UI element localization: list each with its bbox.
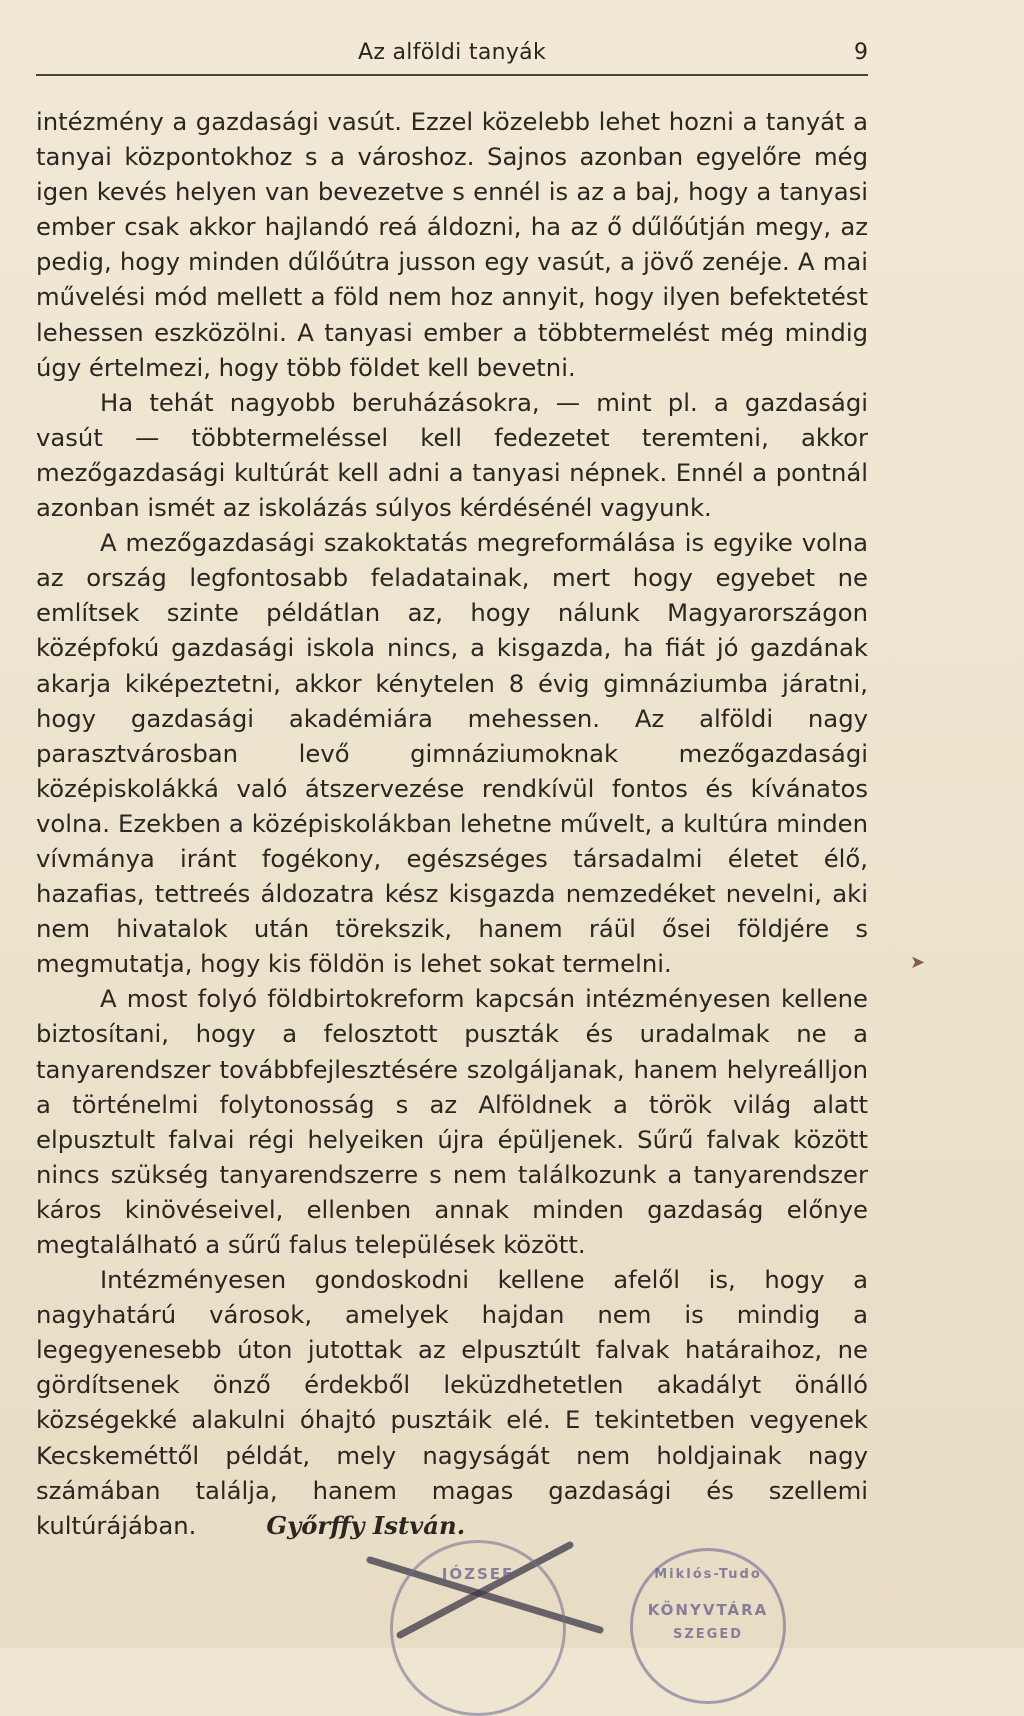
page-number: 9: [854, 40, 868, 65]
stamp-text: Miklós-Tudo: [654, 1567, 762, 1582]
margin-mark: ➤: [910, 952, 926, 973]
library-stamp-left: [390, 1540, 566, 1716]
stamp-text: JÓZSEF: [441, 1565, 515, 1583]
stamp-text: SZEGED: [672, 1627, 743, 1642]
paragraph: A mezőgazdasági szakoktatás megreformálása is egyike volna az ország legfontosabb feladatainak, mert hogy egyebet ne említsek szinte példátlan az, hogy nálunk Magyarországon középfokú gazdasági iskola nincs, a kisgazda, ha fiát jó gazdának akarja kiképeztetni, akkor kénytelen 8 évig gimnáziumba járatni, hogy gazdasági akadémiára mehessen. Az alföldi nagy parasztvárosban levő gimnáziumoknak mezőgazdasági középiskolákká való átszervezése rendkívül fontos és kívánatos volna. Ezekben a középiskolákban lehetne művelt, a kultúra minden vívmánya iránt fogékony, egészséges társadalmi életet élő, hazafias, tettreés áldozatra kész kisgazda nemzedéket nevelni, aki nem hivatalok után törekszik, hanem ráül ősei földjére s megmutatja, hogy kis földön is lehet sokat termelni.: [36, 528, 868, 979]
running-header: [36, 40, 868, 76]
library-stamp-right: [630, 1548, 786, 1704]
paragraph: Ha tehát nagyobb beruházásokra, — mint pl. a gazdasági vasút — többtermeléssel kell fedezetet teremteni, akkor mezőgazdasági kultúrát kell adni a tanyasi népnek. Ennél a pontnál azonban ismét az iskolázás súlyos kérdésénél vagyunk.: [36, 387, 868, 523]
paragraph-text: Intézményesen gondoskodni kellene afelől is, hogy a nagyhatárú városok, amelyek hajdan nem is mindig a legegyenesebb úton jutottak az elpusztúlt falvak határaihoz, ne gördítsenek önző érdekből leküzdhetetlen akadályt önálló községekké alakulni óhajtó pusztáik elé. E tekintetben vegyenek Kecskeméttől példát, mely nagyságát nem holdjainak nagy számában találja, hanem magas gazdasági és szellemi kultúrájában.: [36, 1265, 868, 1540]
paragraph: intézmény a gazdasági vasút. Ezzel közelebb lehet hozni a tanyát a tanyai központokhoz s a városhoz. Sajnos azonban egyelőre még igen kevés helyen van bevezetve s ennél is az a baj, hogy a tanyasi ember csak akkor hajlandó reá áldozni, ha az ő dűlőútján megy, az pedig, hogy minden dűlőútra jusson egy vasút, a jövő zenéje. A mai művelési mód mellett a föld nem hoz annyit, hogy ilyen befektetést lehessen eszközölni. A tanyasi ember a többtermelést még mindig úgy értelmezi, hogy több földet kell bevetni.: [36, 107, 868, 382]
body-text: [36, 104, 868, 1543]
stamp-text: KÖNYVTÁRA: [647, 1601, 769, 1619]
paragraph: A most folyó földbirtokreform kapcsán intézményesen kellene biztosítani, hogy a felosztott puszták és uradalmak ne a tanyarendszer továbbfejlesztésére szolgáljanak, hanem helyreálljon a történelmi folytonosság s az Alföldnek a török világ alatt elpusztult falvai régi helyeiken újra épüljenek. Sűrű falvak között nincs szükség tanyarendszerre s nem találkozunk a tanyarendszer káros kinövéseivel, ellenben annak minden gazdaság előnye megtalálható a sűrű falus települések között.: [36, 984, 868, 1259]
header-title: Az alföldi tanyák: [358, 40, 546, 65]
author-signature: Győrffy István.: [266, 1510, 466, 1540]
paragraph-with-signature: [36, 1262, 868, 1543]
